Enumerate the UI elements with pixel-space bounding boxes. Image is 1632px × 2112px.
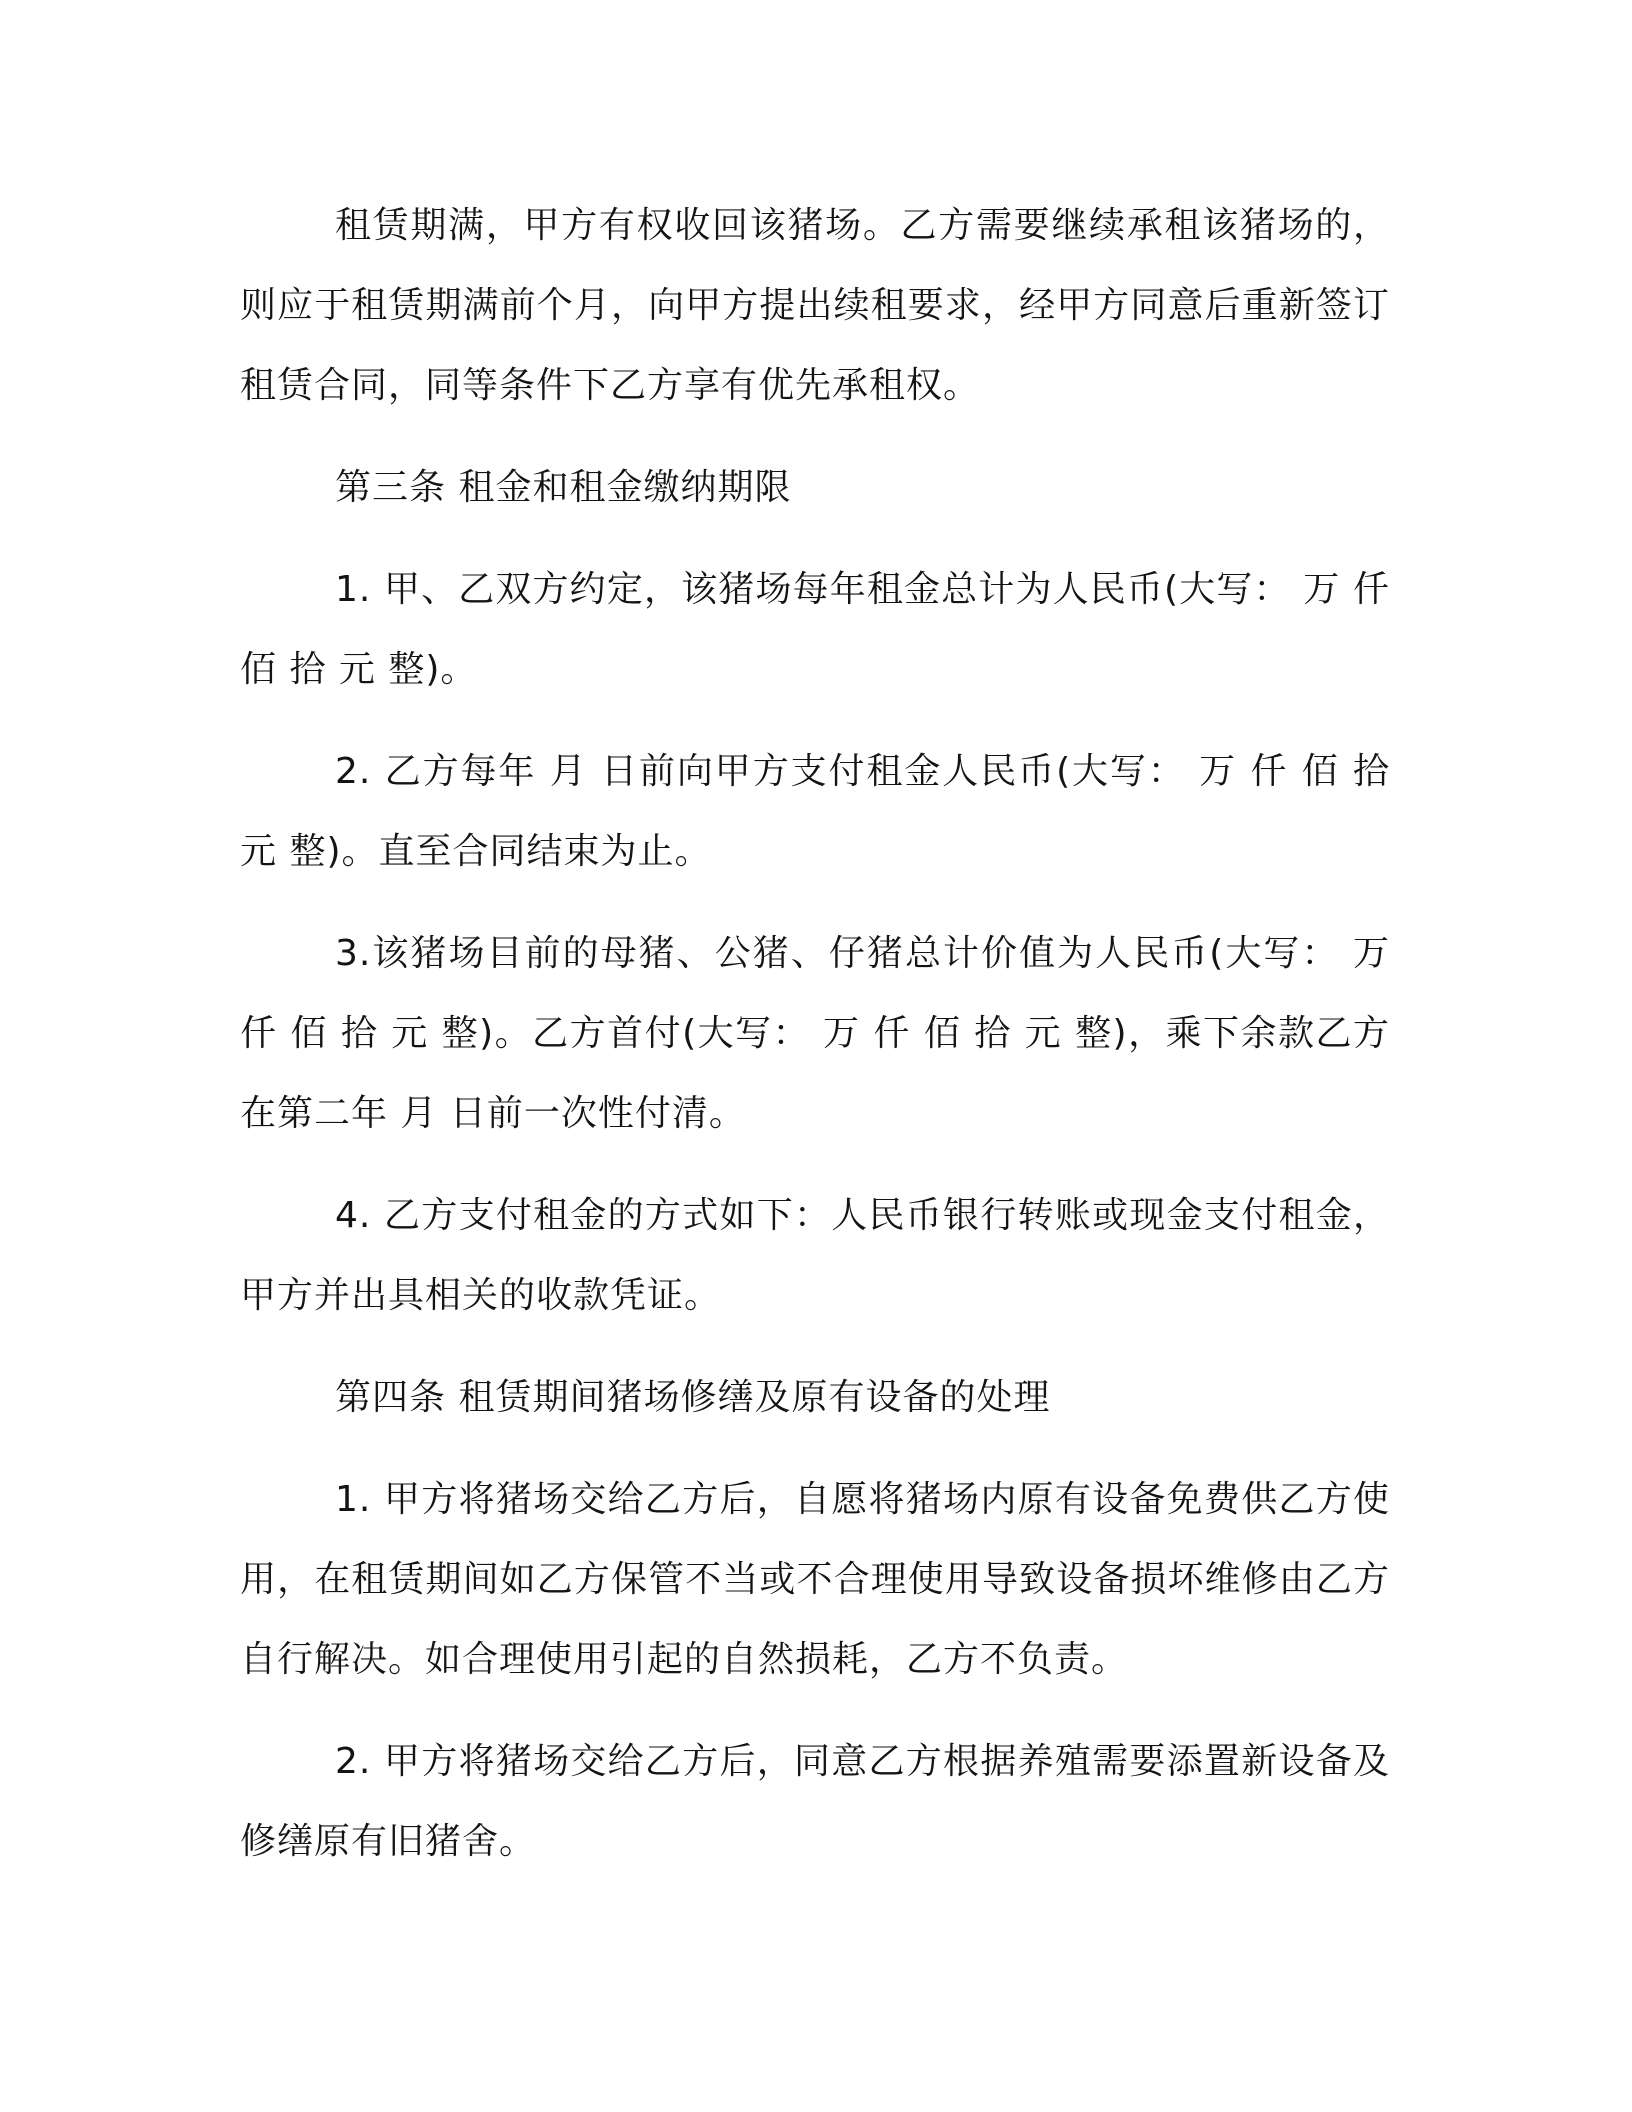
heading-article-3: 第三条 租金和租金缴纳期限 bbox=[335, 467, 792, 508]
paragraph-3-1: 1. 甲、乙双方约定，该猪场每年租金总计为人民币(大写： 万 仟 佰 拾 元 整)。 bbox=[240, 569, 1390, 690]
paragraph-3-2: 2. 乙方每年 月 日前向甲方支付租金人民币(大写： 万 仟 佰 拾元 整)。直至合同结束为止。 bbox=[240, 751, 1390, 872]
paragraph-4-1: 1. 甲方将猪场交给乙方后，自愿将猪场内原有设备免费供乙方使用，在租赁期间如乙方保管不当或不合理使用导致设备损坏维修由乙方自行解决。如合理使用引起的自然损耗，乙方不负责。 bbox=[240, 1479, 1390, 1680]
document-body bbox=[240, 186, 1390, 1904]
paragraph-4-2: 2. 甲方将猪场交给乙方后，同意乙方根据养殖需要添置新设备及修缮原有旧猪舍。 bbox=[240, 1741, 1390, 1862]
paragraph-lease-expiry: 租赁期满，甲方有权收回该猪场。乙方需要继续承租该猪场的，则应于租赁期满前个月，向甲方提出续租要求，经甲方同意后重新签订租赁合同，同等条件下乙方享有优先承租权。 bbox=[240, 205, 1390, 406]
paragraph-3-3: 3.该猪场目前的母猪、公猪、仔猪总计价值为人民币(大写： 万 仟 佰 拾 元 整)。乙方首付(大写： 万 仟 佰 拾 元 整)，乘下余款乙方在第二年 月 日前一次性付清。 bbox=[240, 933, 1390, 1134]
paragraph-3-4: 4. 乙方支付租金的方式如下：人民币银行转账或现金支付租金，甲方并出具相关的收款凭证。 bbox=[240, 1195, 1390, 1316]
heading-article-4: 第四条 租赁期间猪场修缮及原有设备的处理 bbox=[335, 1377, 1051, 1418]
